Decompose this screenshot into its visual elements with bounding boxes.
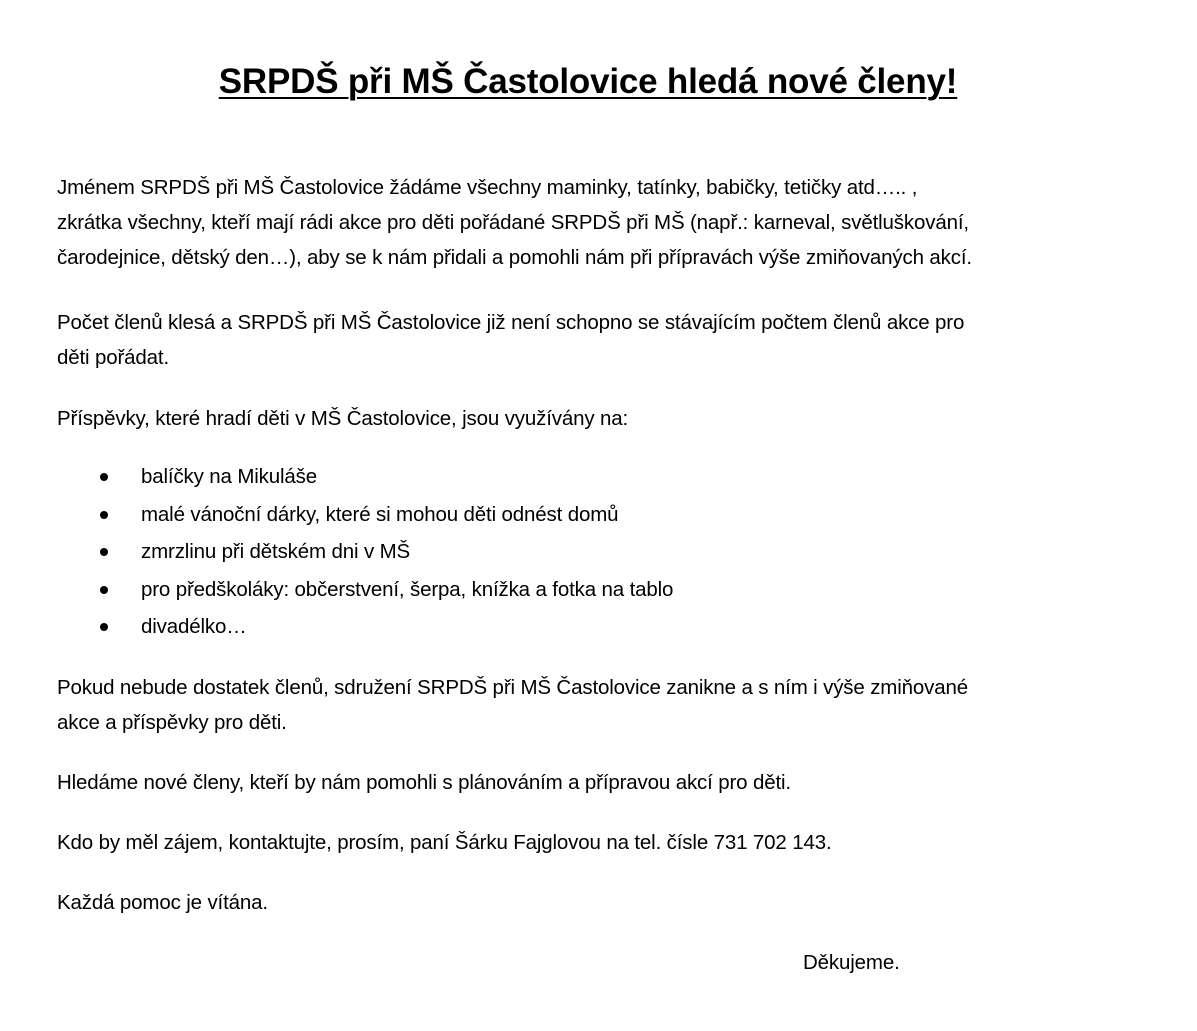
intro-line-1: Jménem SRPDŠ při MŠ Častolovice žádáme všechny maminky, tatínky, babičky, tetičky atd….. , (57, 176, 918, 199)
members-declining-paragraph (57, 305, 1137, 375)
contact-paragraph: Kdo by měl zájem, kontaktujte, prosím, paní Šárku Fajglovou na tel. čísle 731 702 143. (57, 831, 832, 854)
list-item-text: divadélko… (141, 615, 247, 638)
bullet-icon (100, 586, 108, 594)
warning-paragraph (57, 670, 1137, 740)
list-item-text: balíčky na Mikuláše (141, 465, 318, 488)
warning-line-1: Pokud nebude dostatek členů, sdružení SRPDŠ při MŠ Častolovice zanikne a s ním i výše zmiňované (57, 676, 968, 699)
members-declining-line-2: děti pořádat. (57, 346, 170, 369)
seeking-paragraph: Hledáme nové členy, kteří by nám pomohli s plánováním a přípravou akcí pro děti. (57, 771, 791, 794)
bullet-icon (100, 473, 108, 481)
bullet-icon (100, 548, 108, 556)
list-item-text: pro předškoláky: občerstvení, šerpa, knížka a fotka na tablo (141, 577, 674, 601)
closing-thanks: Děkujeme. (803, 951, 900, 974)
intro-paragraph (57, 170, 1137, 275)
bullet-icon (100, 623, 108, 631)
warning-line-2: akce a příspěvky pro děti. (57, 711, 287, 734)
welcome-paragraph: Každá pomoc je vítána. (57, 891, 268, 914)
members-declining-line-1: Počet členů klesá a SRPDŠ při MŠ Častolovice již není schopno se stávajícím počtem členů akce pro (57, 311, 965, 334)
list-item-text: zmrzlinu při dětském dni v MŠ (141, 540, 411, 563)
intro-line-3: čarodejnice, dětský den…), aby se k nám přidali a pomohli nám při přípravách výše zmiňovaných akcí. (57, 246, 972, 269)
intro-line-2: zkrátka všechny, kteří mají rádi akce pro děti pořádané SRPDŠ při MŠ (např.: karneval, světluškování, (57, 211, 969, 234)
contributions-intro: Příspěvky, které hradí děti v MŠ Častolovice, jsou využívány na: (57, 407, 629, 430)
list-item-text: malé vánoční dárky, které si mohou děti odnést domů (141, 502, 619, 526)
page-title: SRPDŠ při MŠ Častolovice hledá nové členy! (218, 62, 958, 101)
bullet-icon (100, 511, 108, 519)
